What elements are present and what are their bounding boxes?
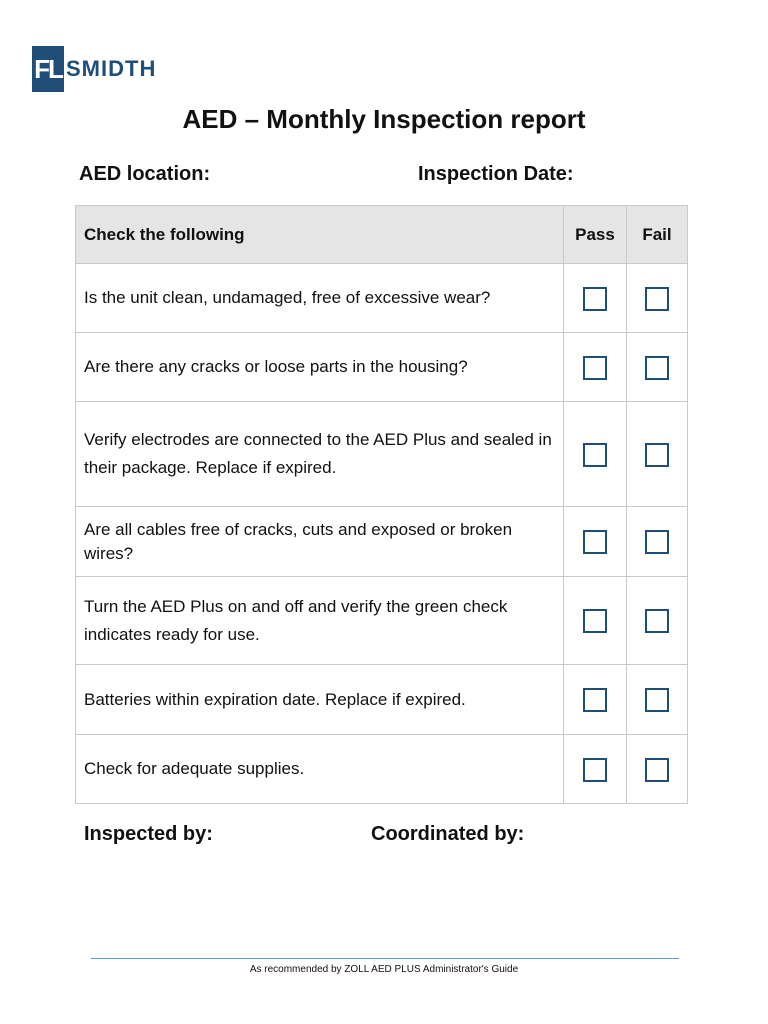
check-item-text: Are there any cracks or loose parts in the housing? xyxy=(76,333,564,402)
page-title: AED – Monthly Inspection report xyxy=(182,104,586,134)
table-row xyxy=(76,665,688,735)
check-item-text: Are all cables free of cracks, cuts and exposed or broken wires? xyxy=(76,507,564,577)
pass-checkbox[interactable] xyxy=(583,609,607,633)
fail-checkbox[interactable] xyxy=(645,443,669,467)
table-row xyxy=(76,577,688,665)
pass-checkbox[interactable] xyxy=(583,688,607,712)
inspection-checklist-table xyxy=(75,205,688,804)
fail-checkbox[interactable] xyxy=(645,688,669,712)
pass-checkbox[interactable] xyxy=(583,443,607,467)
fail-cell xyxy=(627,264,688,333)
pass-checkbox[interactable] xyxy=(583,287,607,311)
inspection-date-label: Inspection Date: xyxy=(418,163,574,185)
logo-mark: FL xyxy=(32,46,64,92)
footer-note: As recommended by ZOLL AED PLUS Administrator's Guide xyxy=(249,964,519,975)
header-fail: Fail xyxy=(627,206,688,264)
fail-cell xyxy=(627,577,688,665)
fail-cell xyxy=(627,665,688,735)
fail-checkbox[interactable] xyxy=(645,287,669,311)
aed-location-label: AED location: xyxy=(79,163,211,185)
pass-cell xyxy=(564,402,627,507)
fail-checkbox[interactable] xyxy=(645,609,669,633)
fail-checkbox[interactable] xyxy=(645,356,669,380)
table-row xyxy=(76,264,688,333)
pass-cell xyxy=(564,577,627,665)
fail-checkbox[interactable] xyxy=(645,530,669,554)
fail-checkbox[interactable] xyxy=(645,758,669,782)
check-item-text: Verify electrodes are connected to the AED Plus and sealed in their package. Replace if expired. xyxy=(76,402,564,507)
check-item-text: Is the unit clean, undamaged, free of excessive wear? xyxy=(76,264,564,333)
pass-checkbox[interactable] xyxy=(583,530,607,554)
table-row xyxy=(76,333,688,402)
pass-cell xyxy=(564,665,627,735)
inspected-by-label: Inspected by: xyxy=(84,823,213,845)
check-item-text: Turn the AED Plus on and off and verify the green check indicates ready for use. xyxy=(76,577,564,665)
pass-cell xyxy=(564,735,627,804)
check-item-text: Batteries within expiration date. Replace if expired. xyxy=(76,665,564,735)
pass-cell xyxy=(564,507,627,577)
fail-cell xyxy=(627,333,688,402)
fail-cell xyxy=(627,735,688,804)
header-check-the-following: Check the following xyxy=(76,206,564,264)
logo-wordmark: SMIDTH xyxy=(66,56,157,81)
fail-cell xyxy=(627,402,688,507)
flsmidth-logo xyxy=(32,46,156,92)
pass-checkbox[interactable] xyxy=(583,356,607,380)
table-row xyxy=(76,402,688,507)
coordinated-by-label: Coordinated by: xyxy=(371,823,525,845)
pass-cell xyxy=(564,264,627,333)
footer-divider xyxy=(91,958,679,959)
table-row xyxy=(76,507,688,577)
fail-cell xyxy=(627,507,688,577)
pass-cell xyxy=(564,333,627,402)
table-header-row xyxy=(76,206,688,264)
check-item-text: Check for adequate supplies. xyxy=(76,735,564,804)
table-row xyxy=(76,735,688,804)
pass-checkbox[interactable] xyxy=(583,758,607,782)
header-pass: Pass xyxy=(564,206,627,264)
